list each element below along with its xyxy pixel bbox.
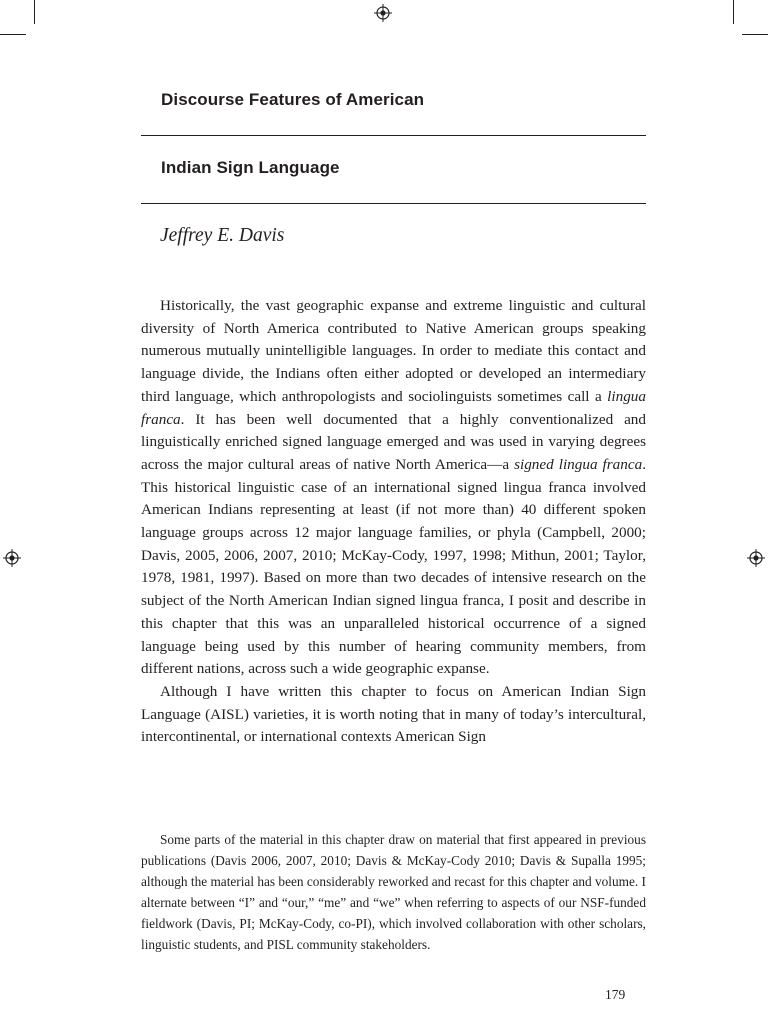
chapter-title-line-2: Indian Sign Language [161, 158, 340, 177]
crop-mark-top-right-horizontal [742, 34, 768, 35]
body-paragraph-1-run-2: . It has been well documented that a highly conventionalized and linguistically enriched signed language emerged and was used in varying degrees across the major cultural areas of native North America—a [141, 410, 646, 473]
body-paragraph-2: Although I have written this chapter to focus on American Indian Sign Language (AISL) varieties, it is worth noting that in many of today’s intercultural, intercontinental, or international contexts American Sign [141, 682, 646, 746]
page-number: 179 [605, 987, 626, 1002]
title-rule-top [141, 135, 646, 136]
body-paragraph-1-run-1: Historically, the vast geographic expanse and extreme linguistic and cultural diversity of North America contributed to Native American groups speaking numerous mutually unintelligible languages. In order to mediate this contact and language divide, the Indians often either adopted or developed an intermediary third language, which anthropologists and sociolinguists sometimes call a [141, 297, 646, 405]
title-rule-bottom [141, 203, 646, 204]
body-paragraph-1 [141, 295, 646, 681]
chapter-footnote: Some parts of the material in this chapter draw on material that first appeared in previous publications (Davis 2006, 2007, 2010; Davis & McKay-Cody 2010; Davis & Supalla 1995; although the material has been considerably reworked and recast for this chapter and volume. I alternate between “I” and “our,” “me” and “we” when referring to aspects of our NSF-funded fieldwork (Davis, PI; McKay-Cody, co-PI), which involved collaboration with other scholars, linguistic students, and PISL community stakeholders. [141, 832, 646, 953]
crop-mark-top-left-vertical [34, 0, 35, 24]
registration-target-icon [747, 549, 765, 567]
term-signed-lingua-franca: signed lingua franca [514, 455, 643, 473]
chapter-body [141, 295, 646, 749]
body-paragraph-1-run-3: . This historical linguistic case of an international signed lingua franca involved American Indians representing at least (if not more than) 40 different spoken language groups across 12 major language families, or phyla (Campbell, 2000; Davis, 2005, 2006, 2007, 2010; McKay-Cody, 1997, 1998; Mithun, 2001; Taylor, 1978, 1981, 1997). Based on more than two decades of intensive research on the subject of the North American Indian signed lingua franca, I posit and describe in this chapter that this was an unparalleled historical occurrence of a signed language being used by this number of hearing community members, from different nations, across such a wide geographic expanse. [141, 455, 646, 678]
registration-target-icon [3, 549, 21, 567]
crop-mark-top-left-horizontal [0, 34, 26, 35]
crop-mark-top-right-vertical [733, 0, 734, 24]
term-lingua-franca: lingua franca [141, 387, 646, 428]
chapter-author: Jeffrey E. Davis [160, 225, 285, 246]
registration-target-icon [374, 4, 392, 22]
chapter-title-line-1: Discourse Features of American [161, 90, 425, 109]
